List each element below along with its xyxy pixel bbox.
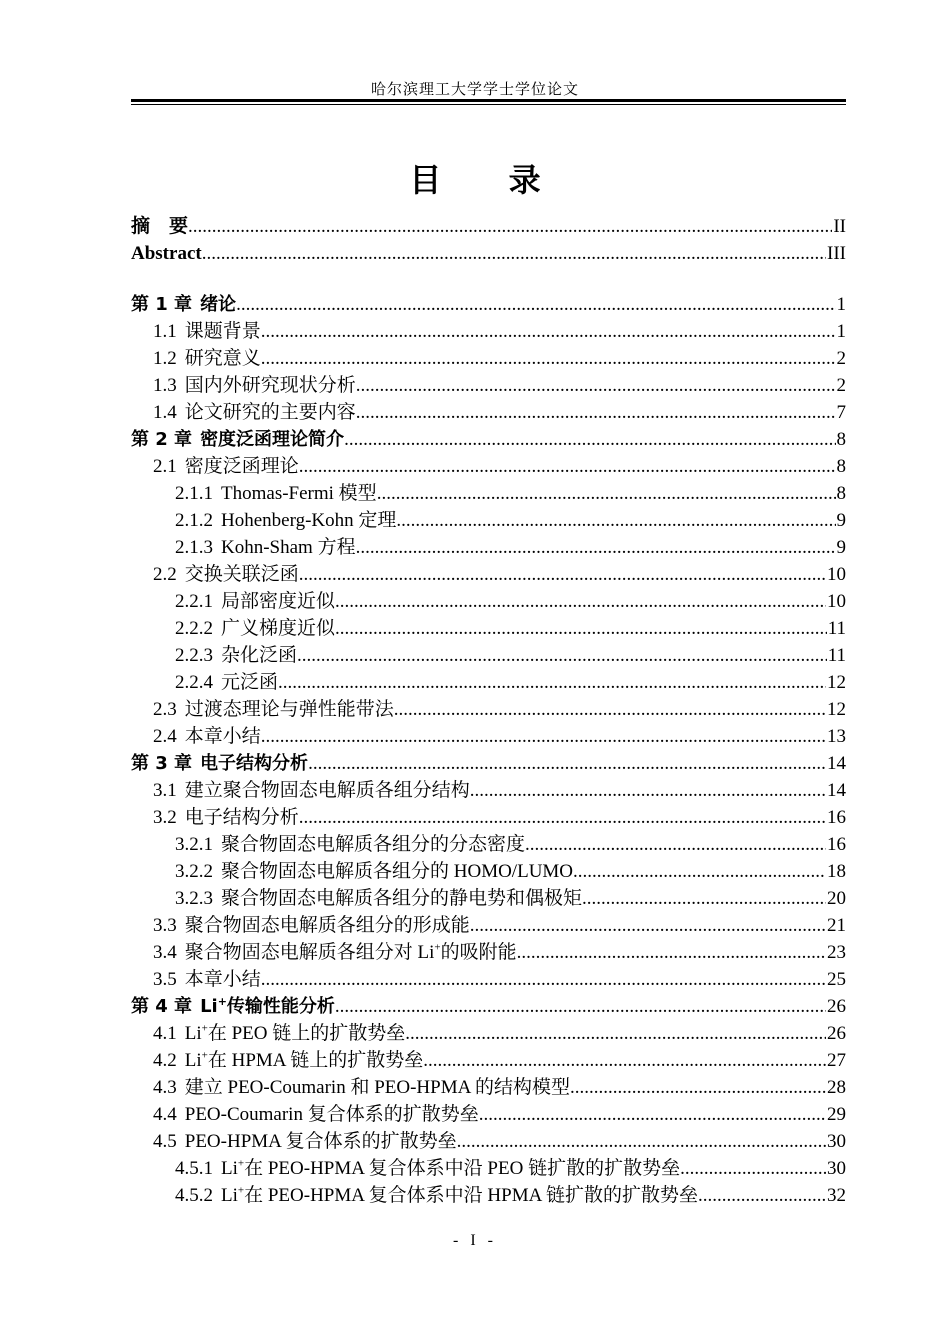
toc-leader-dots <box>202 240 826 267</box>
toc-entry-number: 4.2 <box>153 1050 177 1071</box>
toc-entry-label: 摘 要 <box>131 216 189 237</box>
toc-entry-label: 电子结构分析 <box>184 807 299 828</box>
toc-entry-label: 杂化泛函 <box>221 645 298 666</box>
toc-entry[interactable] <box>131 318 846 345</box>
toc-leader-dots <box>261 966 826 993</box>
toc-entry[interactable] <box>131 615 846 642</box>
toc-leader-dots <box>470 777 826 804</box>
toc-entry-page: 11 <box>827 645 846 666</box>
toc-entry-label: Kohn-Sham 方程 <box>221 537 356 558</box>
toc-entry-number: 2.2.1 <box>175 591 213 612</box>
toc-leader-dots <box>479 1101 826 1128</box>
toc-entry-page: 1 <box>836 294 846 315</box>
toc-leader-dots <box>525 831 826 858</box>
toc-entry-number: 2.4 <box>153 726 177 747</box>
toc-entry-page: 26 <box>827 996 846 1017</box>
toc-entry-number: 2.2.2 <box>175 618 213 639</box>
toc-entry-page: 32 <box>827 1185 846 1206</box>
toc-leader-dots <box>394 696 826 723</box>
toc-entry[interactable] <box>131 507 846 534</box>
toc-entry[interactable] <box>131 588 846 615</box>
toc-entry-number: 4.4 <box>153 1104 177 1125</box>
toc-entry-number: 2.2 <box>153 564 177 585</box>
toc-entry-page: 11 <box>827 618 846 639</box>
toc-entry-number: 2.1.2 <box>175 510 213 531</box>
toc-entry-label: Abstract <box>131 243 202 264</box>
toc-entry-label: 绪论 <box>200 294 237 315</box>
toc-entry-page: 8 <box>836 456 846 477</box>
toc-entry-page: 9 <box>836 510 846 531</box>
header-rule-thick <box>131 99 846 102</box>
toc-leader-dots <box>299 804 826 831</box>
toc-entry-number: 3.2.3 <box>175 888 213 909</box>
toc-entry-page: 2 <box>836 348 846 369</box>
toc-entry-label: Thomas-Fermi 模型 <box>221 483 377 504</box>
toc-entry-label: 研究意义 <box>184 348 261 369</box>
toc-entry[interactable] <box>131 858 846 885</box>
running-header: 哈尔滨理工大学学士学位论文 <box>370 82 579 98</box>
toc-leader-dots <box>335 615 827 642</box>
toc-entry-page: 30 <box>827 1131 846 1152</box>
toc-entry-page: 25 <box>827 969 846 990</box>
toc-entry-label: 聚合物固态电解质各组分的静电势和偶极矩 <box>221 888 583 909</box>
toc-leader-dots <box>470 912 826 939</box>
toc-entry-label: Li+在 PEO-HPMA 复合体系中沿 PEO 链扩散的扩散势垒 <box>221 1157 681 1179</box>
toc-entry-number: 第 2 章 <box>131 429 193 450</box>
toc-entry-label: 元泛函 <box>221 672 279 693</box>
toc-entry-number: 第 1 章 <box>131 294 193 315</box>
toc-entry-page: 2 <box>836 375 846 396</box>
toc-entry[interactable] <box>131 240 846 267</box>
toc-entry-page: 16 <box>827 807 846 828</box>
toc-leader-dots <box>423 1047 826 1074</box>
toc-leader-dots <box>356 399 836 426</box>
toc-entry-label: PEO-Coumarin 复合体系的扩散势垒 <box>184 1104 479 1125</box>
toc-leader-dots <box>297 642 827 669</box>
toc-leader-dots <box>570 1074 826 1101</box>
toc-leader-dots <box>261 318 836 345</box>
toc-entry-page: 10 <box>827 591 846 612</box>
toc-entry[interactable] <box>131 1101 846 1128</box>
header-rule-thin <box>131 104 846 105</box>
toc-entry[interactable] <box>131 1074 846 1101</box>
toc-entry-page: 16 <box>827 834 846 855</box>
toc-entry-page: 23 <box>827 942 846 963</box>
toc-leader-dots <box>299 453 836 480</box>
table-of-contents <box>131 213 846 1209</box>
toc-leader-dots <box>396 507 835 534</box>
toc-entry-number: 4.5.2 <box>175 1185 213 1206</box>
toc-leader-dots <box>377 480 836 507</box>
toc-entry-page: II <box>833 216 846 237</box>
toc-entry-number: 3.4 <box>153 942 177 963</box>
toc-entry[interactable] <box>131 345 846 372</box>
toc-entry[interactable] <box>131 723 846 750</box>
toc-entry-label: 交换关联泛函 <box>184 564 299 585</box>
toc-entry-number: 1.3 <box>153 375 177 396</box>
toc-entry-number: 4.5.1 <box>175 1158 213 1179</box>
toc-entry-page: 14 <box>827 780 846 801</box>
toc-entry-label: 过渡态理论与弹性能带法 <box>184 699 394 720</box>
toc-entry[interactable] <box>131 993 846 1020</box>
toc-entry[interactable] <box>131 534 846 561</box>
toc-leader-dots <box>517 939 826 966</box>
toc-entry-label: 本章小结 <box>184 969 261 990</box>
toc-entry-page: 8 <box>836 483 846 504</box>
toc-entry[interactable] <box>131 453 846 480</box>
toc-entry-page: 26 <box>827 1023 846 1044</box>
toc-entry-number: 3.5 <box>153 969 177 990</box>
toc-entry[interactable] <box>131 1128 846 1155</box>
toc-entry-label: 本章小结 <box>184 726 261 747</box>
toc-leader-dots <box>680 1155 826 1182</box>
toc-entry-number: 1.4 <box>153 402 177 423</box>
toc-entry-page: III <box>827 243 846 264</box>
toc-entry-label: Li+在 PEO-HPMA 复合体系中沿 HPMA 链扩散的扩散势垒 <box>221 1184 699 1206</box>
toc-entry-page: 1 <box>836 321 846 342</box>
toc-entry-label: Li+传输性能分析 <box>200 995 335 1017</box>
toc-entry[interactable] <box>131 1020 846 1047</box>
toc-entry-page: 13 <box>827 726 846 747</box>
toc-entry-page: 29 <box>827 1104 846 1125</box>
toc-entry-number: 2.1 <box>153 456 177 477</box>
toc-entry[interactable] <box>131 750 846 777</box>
toc-entry-page: 8 <box>836 429 846 450</box>
toc-entry-number: 4.5 <box>153 1131 177 1152</box>
page-number: - I - <box>453 1232 497 1249</box>
toc-entry-page: 20 <box>827 888 846 909</box>
toc-entry-label: 密度泛函理论简介 <box>200 429 345 450</box>
toc-entry[interactable] <box>131 939 846 966</box>
toc-entry-number: 2.1.1 <box>175 483 213 504</box>
toc-leader-dots <box>335 993 826 1020</box>
toc-leader-dots <box>698 1182 826 1209</box>
toc-entry[interactable] <box>131 372 846 399</box>
toc-leader-dots <box>356 534 836 561</box>
toc-entry-number: 2.1.3 <box>175 537 213 558</box>
toc-entry-label: 课题背景 <box>184 321 261 342</box>
toc-entry-label: PEO-HPMA 复合体系的扩散势垒 <box>184 1131 457 1152</box>
toc-entry-number: 4.3 <box>153 1077 177 1098</box>
toc-entry-number: 3.3 <box>153 915 177 936</box>
toc-entry-label: 局部密度近似 <box>221 591 336 612</box>
toc-entry[interactable] <box>131 912 846 939</box>
toc-leader-dots <box>278 669 826 696</box>
toc-entry-number: 2.2.4 <box>175 672 213 693</box>
toc-entry-label: 电子结构分析 <box>200 753 309 774</box>
toc-entry-page: 30 <box>827 1158 846 1179</box>
toc-entry[interactable] <box>131 426 846 453</box>
toc-entry-label: 聚合物固态电解质各组分对 Li+的吸附能 <box>184 941 517 963</box>
toc-entry-label: Li+在 HPMA 链上的扩散势垒 <box>184 1049 424 1071</box>
toc-entry[interactable] <box>131 1047 846 1074</box>
toc-entry-label: 聚合物固态电解质各组分的形成能 <box>184 915 470 936</box>
toc-entry-page: 14 <box>827 753 846 774</box>
toc-entry-label: 国内外研究现状分析 <box>184 375 356 396</box>
toc-entry-page: 9 <box>836 537 846 558</box>
toc-leader-dots <box>335 588 826 615</box>
toc-entry[interactable] <box>131 966 846 993</box>
toc-entry-label: Hohenberg-Kohn 定理 <box>221 510 397 531</box>
toc-entry[interactable] <box>131 561 846 588</box>
toc-entry-label: 建立 PEO-Coumarin 和 PEO-HPMA 的结构模型 <box>184 1077 571 1098</box>
toc-entry-number: 2.3 <box>153 699 177 720</box>
toc-entry-label: 密度泛函理论 <box>184 456 299 477</box>
toc-leader-dots <box>236 291 835 318</box>
toc-entry-number: 2.2.3 <box>175 645 213 666</box>
toc-leader-dots <box>405 1020 826 1047</box>
toc-entry-number: 第 3 章 <box>131 753 193 774</box>
toc-leader-dots <box>356 372 836 399</box>
toc-leader-dots <box>299 561 826 588</box>
toc-entry[interactable] <box>131 480 846 507</box>
toc-leader-dots <box>457 1128 826 1155</box>
toc-entry-page: 21 <box>827 915 846 936</box>
toc-leader-dots <box>573 858 826 885</box>
toc-entry[interactable] <box>131 777 846 804</box>
toc-entry-number: 1.1 <box>153 321 177 342</box>
toc-entry-label: Li+在 PEO 链上的扩散势垒 <box>184 1022 406 1044</box>
toc-entry-page: 18 <box>827 861 846 882</box>
toc-entry-number: 1.2 <box>153 348 177 369</box>
toc-entry-page: 27 <box>827 1050 846 1071</box>
toc-entry-page: 12 <box>827 672 846 693</box>
toc-title: 目 录 <box>409 161 569 199</box>
toc-leader-dots <box>261 723 826 750</box>
toc-entry-label: 聚合物固态电解质各组分的分态密度 <box>221 834 526 855</box>
toc-entry[interactable] <box>131 399 846 426</box>
toc-entry[interactable] <box>131 291 846 318</box>
toc-entry[interactable] <box>131 696 846 723</box>
toc-entry-page: 12 <box>827 699 846 720</box>
toc-leader-dots <box>261 345 836 372</box>
toc-entry-number: 4.1 <box>153 1023 177 1044</box>
toc-leader-dots <box>582 885 826 912</box>
toc-leader-dots <box>308 750 826 777</box>
toc-entry[interactable] <box>131 1182 846 1209</box>
toc-entry-number: 第 4 章 <box>131 996 193 1017</box>
toc-entry[interactable] <box>131 642 846 669</box>
toc-entry-number: 3.2.2 <box>175 861 213 882</box>
toc-entry-number: 3.2 <box>153 807 177 828</box>
toc-entry[interactable] <box>131 885 846 912</box>
toc-entry-page: 7 <box>836 402 846 423</box>
toc-entry-number: 3.1 <box>153 780 177 801</box>
toc-entry-label: 广义梯度近似 <box>221 618 336 639</box>
toc-entry-label: 聚合物固态电解质各组分的 HOMO/LUMO <box>221 861 574 882</box>
toc-leader-dots <box>188 213 832 240</box>
toc-entry-number: 3.2.1 <box>175 834 213 855</box>
toc-entry-page: 10 <box>827 564 846 585</box>
toc-entry[interactable] <box>131 831 846 858</box>
toc-entry-label: 论文研究的主要内容 <box>184 402 356 423</box>
toc-entry[interactable] <box>131 213 846 240</box>
toc-leader-dots <box>344 426 835 453</box>
toc-entry[interactable] <box>131 1155 846 1182</box>
toc-entry-page: 28 <box>827 1077 846 1098</box>
toc-entry[interactable] <box>131 669 846 696</box>
toc-entry[interactable] <box>131 804 846 831</box>
toc-entry-label: 建立聚合物固态电解质各组分结构 <box>184 780 470 801</box>
